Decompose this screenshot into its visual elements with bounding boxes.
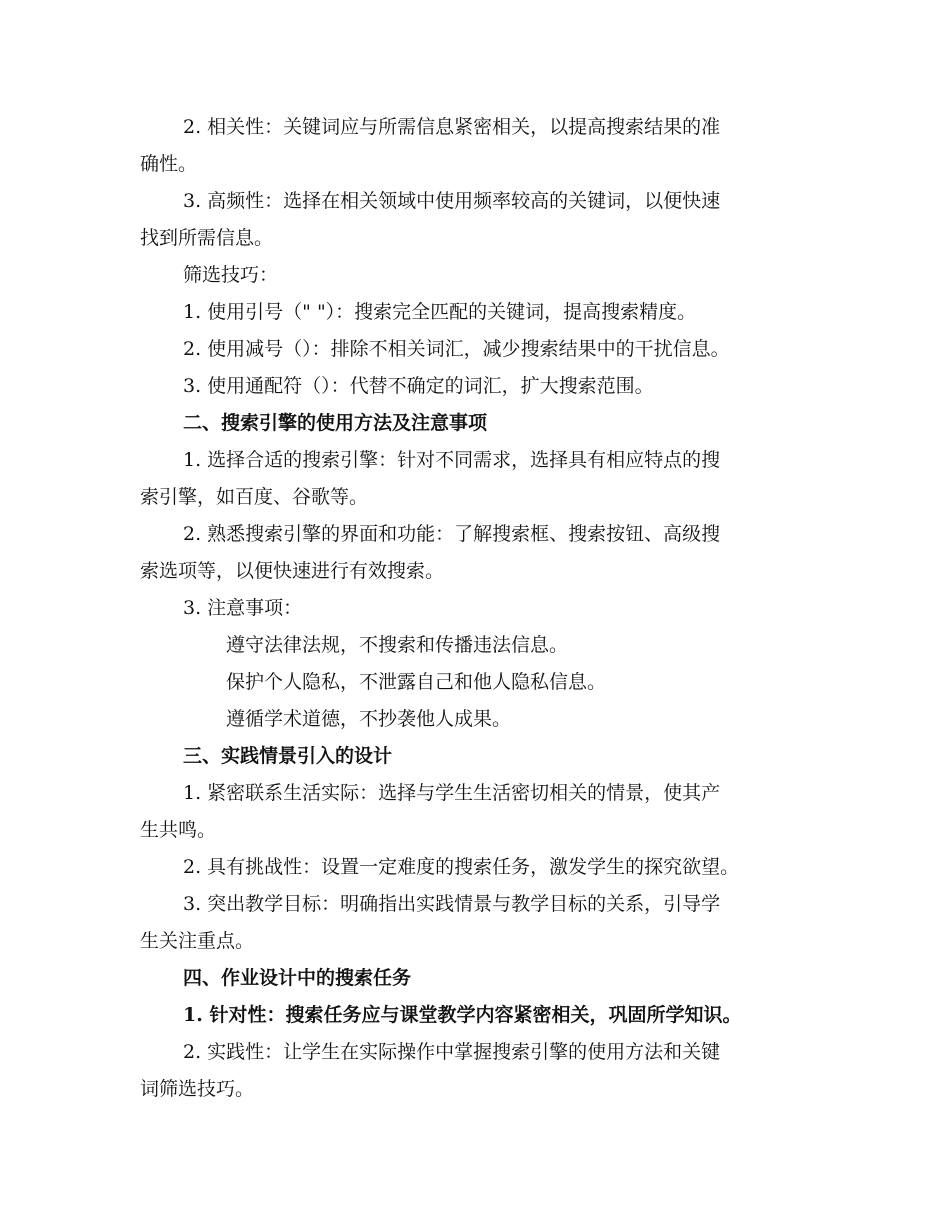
paragraph-line: 1. 使用引号（" "）：搜索完全匹配的关键词，提高搜索精度。 [183, 301, 697, 323]
paragraph-line: 2. 熟悉搜索引擎的界面和功能：了解搜索框、搜索按钮、高级搜 [183, 523, 721, 545]
paragraph-line: 3. 使用通配符（）：代替不确定的词汇，扩大搜索范围。 [183, 375, 654, 397]
paragraph-line: 生关注重点。 [140, 930, 255, 952]
subheading-line: 筛选技巧： [183, 264, 279, 286]
list-item: 遵循学术道德，不抄袭他人成果。 [226, 708, 512, 730]
paragraph-line: 1. 针对性：搜索任务应与课堂教学内容紧密相关，巩固所学知识。 [183, 1004, 742, 1026]
paragraph-line: 索引擎，如百度、谷歌等。 [140, 486, 369, 508]
paragraph-line: 找到所需信息。 [140, 227, 274, 249]
paragraph-line: 2. 具有挑战性：设置一定难度的搜索任务，激发学生的探究欲望。 [183, 856, 740, 878]
paragraph-line: 2. 使用减号（）：排除不相关词汇，减少搜索结果中的干扰信息。 [183, 338, 730, 360]
paragraph-line: 2. 实践性：让学生在实际操作中掌握搜索引擎的使用方法和关键 [183, 1041, 721, 1063]
list-item: 遵守法律法规，不搜索和传播违法信息。 [226, 634, 569, 656]
paragraph-line: 3. 突出教学目标：明确指出实践情景与教学目标的关系，引导学 [183, 893, 721, 915]
section-heading: 三、实践情景引入的设计 [183, 745, 393, 767]
paragraph-line: 索选项等，以便快速进行有效搜索。 [140, 560, 445, 582]
paragraph-line: 1. 选择合适的搜索引擎：针对不同需求，选择具有相应特点的搜 [183, 449, 721, 471]
paragraph-line: 1. 紧密联系生活实际：选择与学生生活密切相关的情景，使其产 [183, 782, 721, 804]
paragraph-line: 3. 高频性：选择在相关领域中使用频率较高的关键词，以便快速 [183, 190, 721, 212]
paragraph-line: 确性。 [140, 153, 198, 175]
paragraph-line: 生共鸣。 [140, 819, 217, 841]
paragraph-line: 2. 相关性：关键词应与所需信息紧密相关，以提高搜索结果的准 [183, 116, 721, 138]
paragraph-line: 词筛选技巧。 [140, 1078, 255, 1100]
section-heading: 二、搜索引擎的使用方法及注意事项 [183, 412, 488, 434]
paragraph-line: 3. 注意事项： [183, 597, 303, 619]
list-item: 保护个人隐私，不泄露自己和他人隐私信息。 [226, 671, 607, 693]
section-heading: 四、作业设计中的搜索任务 [183, 967, 412, 989]
